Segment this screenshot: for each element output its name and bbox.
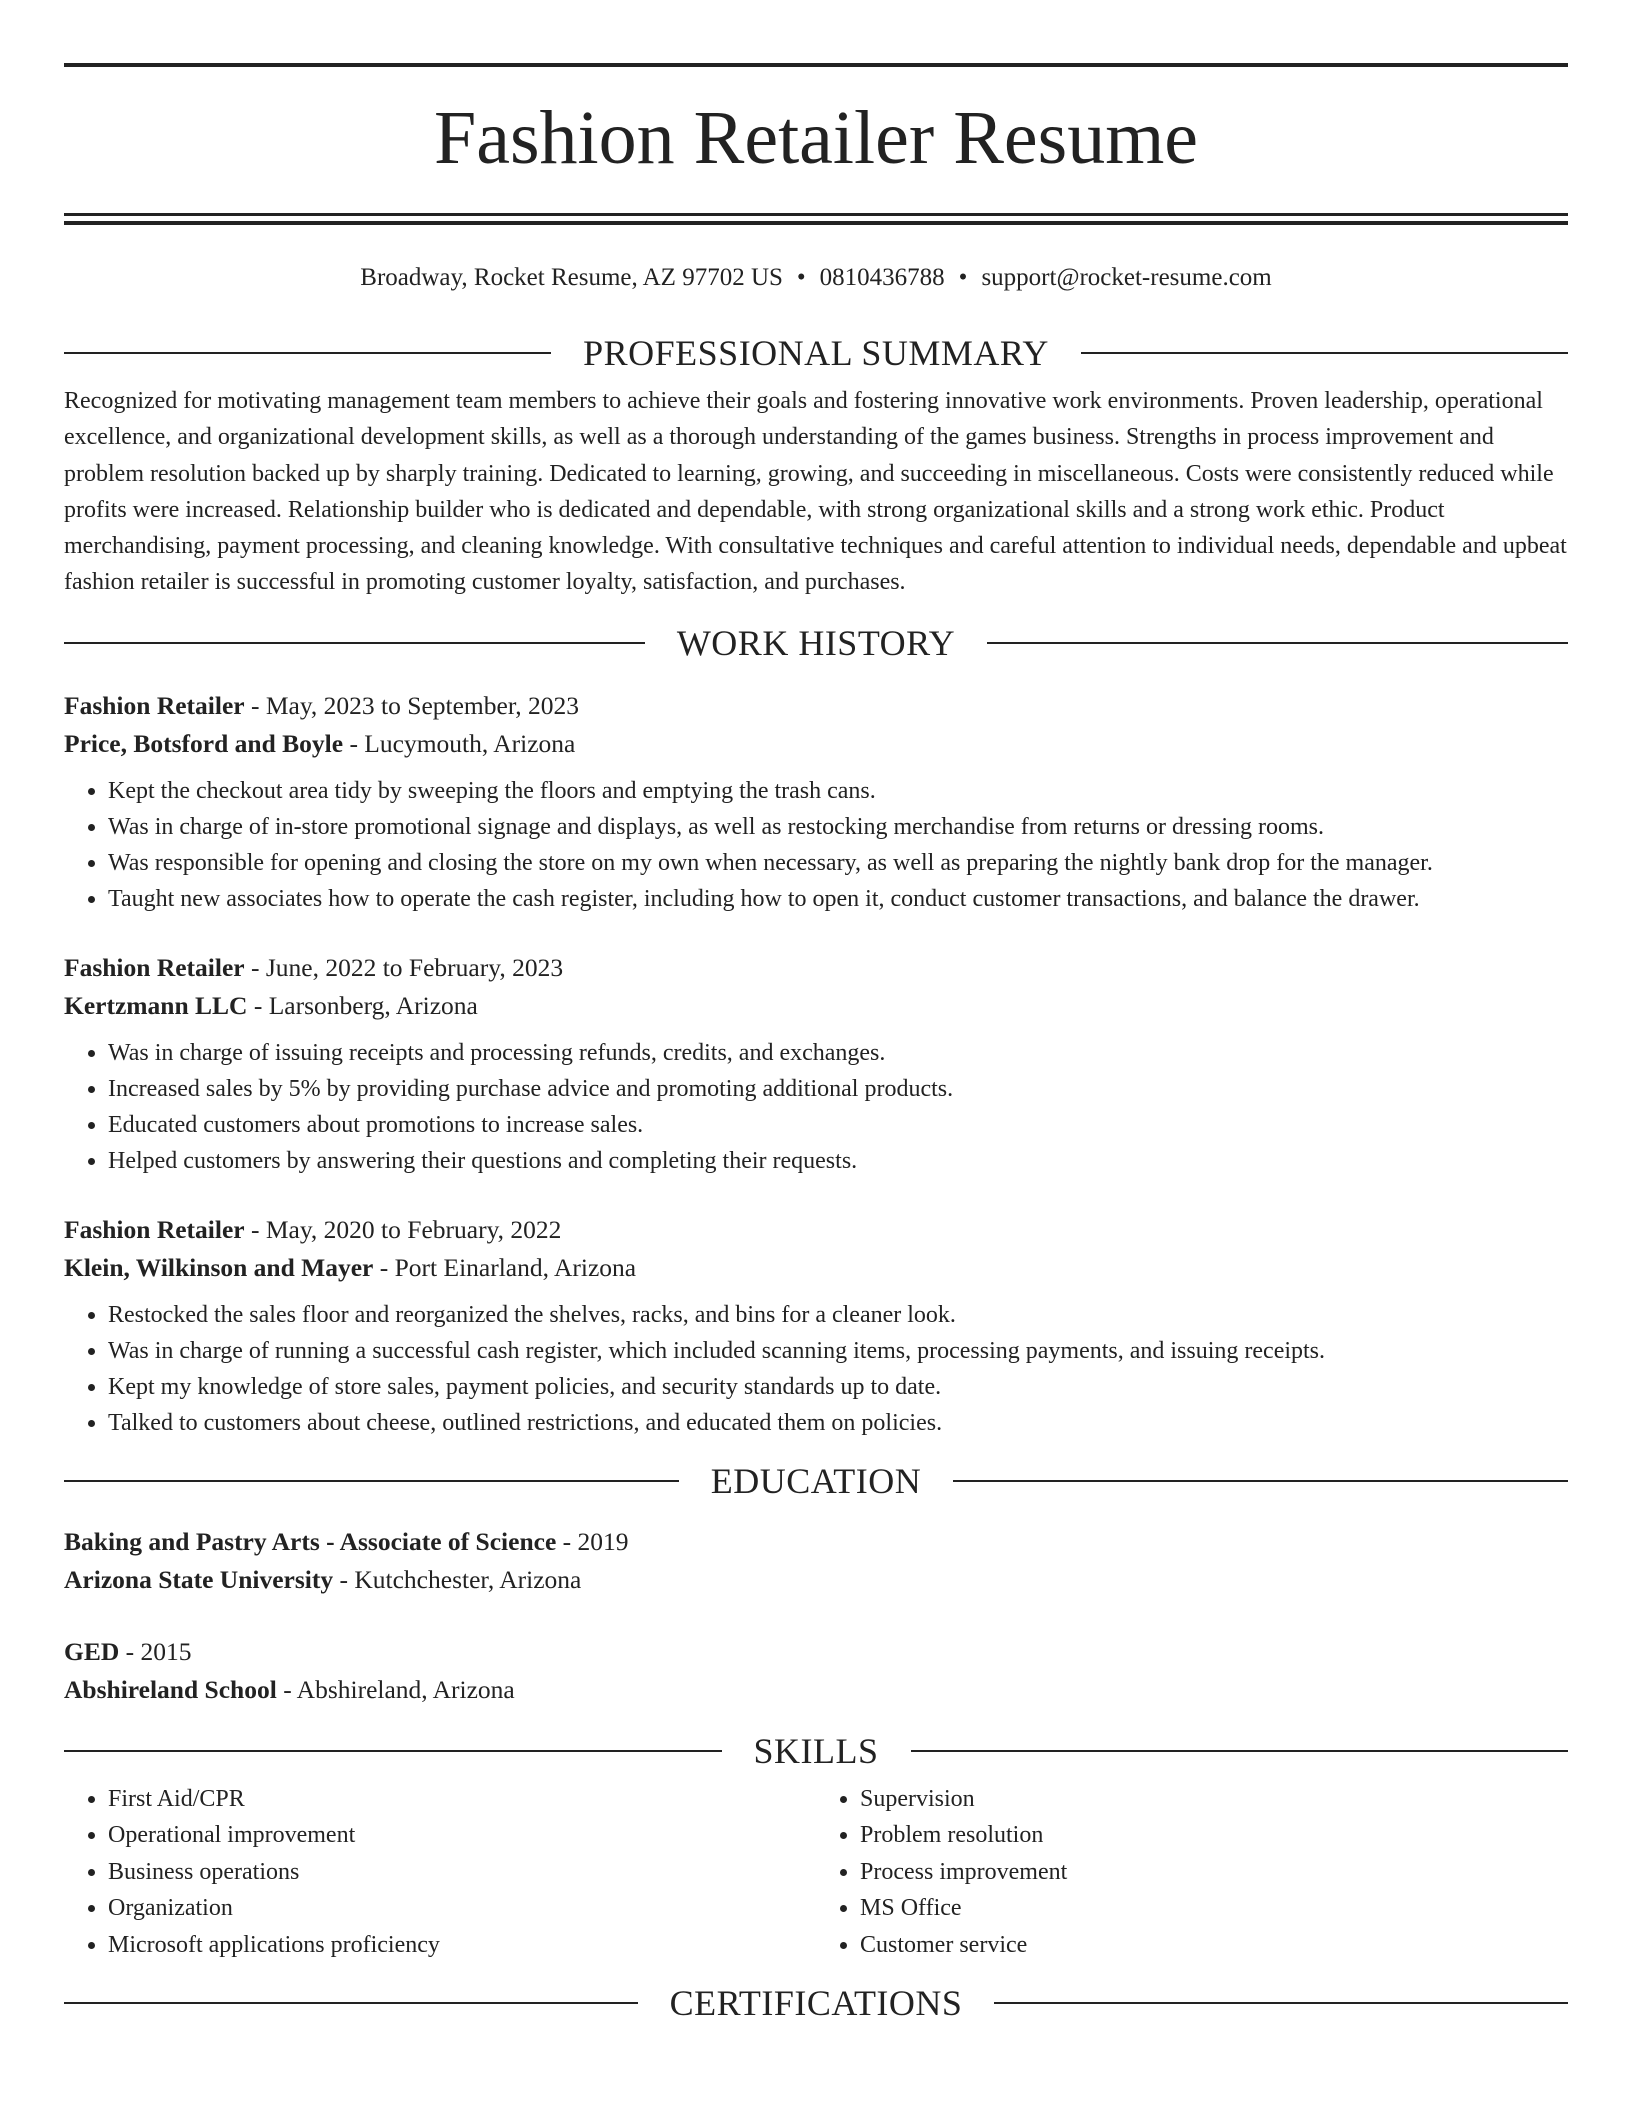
- heading-rule: [64, 642, 645, 644]
- heading-rule: [994, 2002, 1568, 2004]
- skill-item: • Microsoft applications proficiency: [108, 1927, 816, 1964]
- school-line: [64, 1561, 1568, 1599]
- job-entry: [64, 1211, 1568, 1441]
- job-entry: [64, 949, 1568, 1179]
- degree-line: [64, 1633, 1568, 1671]
- contact-phone: 0810436788: [819, 264, 945, 291]
- heading-rule: [953, 1480, 1568, 1482]
- job-location: - Larsonberg, Arizona: [247, 990, 478, 1020]
- school-location: - Abshireland, Arizona: [276, 1674, 515, 1704]
- section-heading-work: [64, 621, 1568, 665]
- heading-rule: [64, 1750, 722, 1752]
- job-company: Klein, Wilkinson and Mayer: [64, 1252, 374, 1282]
- degree-year: - 2019: [556, 1526, 629, 1556]
- job-location: - Lucymouth, Arizona: [343, 728, 576, 758]
- job-entry: [64, 687, 1568, 917]
- degree: Baking and Pastry Arts - Associate of Science: [64, 1526, 557, 1556]
- skill-item: • MS Office: [860, 1890, 1568, 1927]
- degree-line: [64, 1523, 1568, 1561]
- section-title: EDUCATION: [710, 1460, 922, 1501]
- school-line: [64, 1671, 1568, 1709]
- skills-grid: [64, 1781, 1568, 1964]
- section-title: SKILLS: [753, 1730, 879, 1771]
- heading-rule: [64, 2002, 638, 2004]
- job-title: Fashion Retailer: [64, 952, 245, 982]
- skill-item: • Business operations: [108, 1854, 816, 1891]
- skill-item: • First Aid/CPR: [108, 1781, 816, 1818]
- list-item: • Was in charge of in-store promotional signage and displays, as well as restocking merchandise from returns or dressing rooms.: [108, 809, 1568, 845]
- job-title-line: [64, 949, 1568, 987]
- skill-item: • Operational improvement: [108, 1817, 816, 1854]
- job-dates: - June, 2022 to February, 2023: [244, 952, 564, 982]
- heading-rule: [64, 352, 551, 354]
- skills-column-right: [816, 1781, 1568, 1964]
- job-dates: - May, 2020 to February, 2022: [244, 1214, 562, 1244]
- list-item: • Helped customers by answering their questions and completing their requests.: [108, 1143, 1568, 1179]
- job-bullets: [64, 773, 1568, 917]
- list-item: • Educated customers about promotions to increase sales.: [108, 1107, 1568, 1143]
- list-item: • Kept my knowledge of store sales, payment policies, and security standards up to date.: [108, 1369, 1568, 1405]
- top-rule: [64, 63, 1568, 67]
- list-item: • Talked to customers about cheese, outlined restrictions, and educated them on policies.: [108, 1405, 1568, 1441]
- list-item: • Was responsible for opening and closing the store on my own when necessary, as well as preparing the nightly bank drop for the manager.: [108, 845, 1568, 881]
- list-item: • Kept the checkout area tidy by sweeping the floors and emptying the trash cans.: [108, 773, 1568, 809]
- heading-rule: [1081, 352, 1568, 354]
- skill-item: • Customer service: [860, 1927, 1568, 1964]
- job-bullets: [64, 1035, 1568, 1179]
- skill-item: • Supervision: [860, 1781, 1568, 1818]
- list-item: • Restocked the sales floor and reorganized the shelves, racks, and bins for a cleaner look.: [108, 1297, 1568, 1333]
- job-bullets: [64, 1297, 1568, 1441]
- job-company-line: [64, 725, 1568, 763]
- school: Abshireland School: [64, 1674, 277, 1704]
- degree-year: - 2015: [119, 1636, 192, 1666]
- job-company-line: [64, 1249, 1568, 1287]
- skill-item: • Problem resolution: [860, 1817, 1568, 1854]
- skill-item: • Process improvement: [860, 1854, 1568, 1891]
- contact-email: support@rocket-resume.com: [981, 264, 1272, 291]
- job-title-line: [64, 1211, 1568, 1249]
- list-item: • Increased sales by 5% by providing purchase advice and promoting additional products.: [108, 1071, 1568, 1107]
- skills-column-left: [64, 1781, 816, 1964]
- contact-separator: •: [796, 264, 806, 291]
- degree: GED: [64, 1636, 120, 1666]
- resume-page: [64, 0, 1568, 2025]
- job-title: Fashion Retailer: [64, 690, 245, 720]
- school: Arizona State University: [64, 1564, 334, 1594]
- job-company: Price, Botsford and Boyle: [64, 728, 344, 758]
- job-company-line: [64, 987, 1568, 1025]
- section-heading-education: [64, 1459, 1568, 1503]
- summary-paragraph: Recognized for motivating management team members to achieve their goals and fostering innovative work environments. Proven leadership, operational excellence, and organizational development skills, as well as a thorough understanding of the games business. Strengths in process improvement and problem resolution backed up by sharply training. Dedicated to learning, growing, and succeeding in miscellaneous. Costs were consistently reduced while profits were increased. Relationship builder who is dedicated and dependable, with strong organizational skills and a strong work ethic. Product merchandising, payment processing, and cleaning knowledge. With consultative techniques and careful attention to individual needs, dependable and upbeat fashion retailer is successful in promoting customer loyalty, satisfaction, and purchases.: [64, 388, 1567, 596]
- contact-separator: •: [958, 264, 968, 291]
- job-title: Fashion Retailer: [64, 1214, 245, 1244]
- section-title: CERTIFICATIONS: [669, 1983, 963, 2024]
- section-heading-skills: [64, 1729, 1568, 1773]
- list-item: • Was in charge of issuing receipts and processing refunds, credits, and exchanges.: [108, 1035, 1568, 1071]
- heading-rule: [911, 1750, 1569, 1752]
- list-item: • Was in charge of running a successful cash register, which included scanning items, processing payments, and issuing receipts.: [108, 1333, 1568, 1369]
- contact-address: Broadway, Rocket Resume, AZ 97702 US: [360, 264, 783, 291]
- resume-title: Fashion Retailer Resume: [433, 96, 1199, 180]
- skill-item: • Organization: [108, 1890, 816, 1927]
- section-heading-certifications: [64, 1981, 1568, 2025]
- title-double-rule: [64, 213, 1568, 225]
- education-entry: [64, 1633, 1568, 1709]
- job-location: - Port Einarland, Arizona: [373, 1252, 637, 1282]
- heading-rule: [987, 642, 1568, 644]
- school-location: - Kutchchester, Arizona: [333, 1564, 582, 1594]
- job-company: Kertzmann LLC: [64, 990, 248, 1020]
- job-dates: - May, 2023 to September, 2023: [244, 690, 580, 720]
- section-title: WORK HISTORY: [676, 622, 956, 663]
- job-title-line: [64, 687, 1568, 725]
- list-item: • Taught new associates how to operate the cash register, including how to open it, conduct customer transactions, and balance the drawer.: [108, 881, 1568, 917]
- education-entry: [64, 1523, 1568, 1599]
- section-title: PROFESSIONAL SUMMARY: [583, 333, 1049, 373]
- contact-line: [64, 263, 1568, 293]
- section-heading-summary: [64, 331, 1568, 375]
- heading-rule: [64, 1480, 679, 1482]
